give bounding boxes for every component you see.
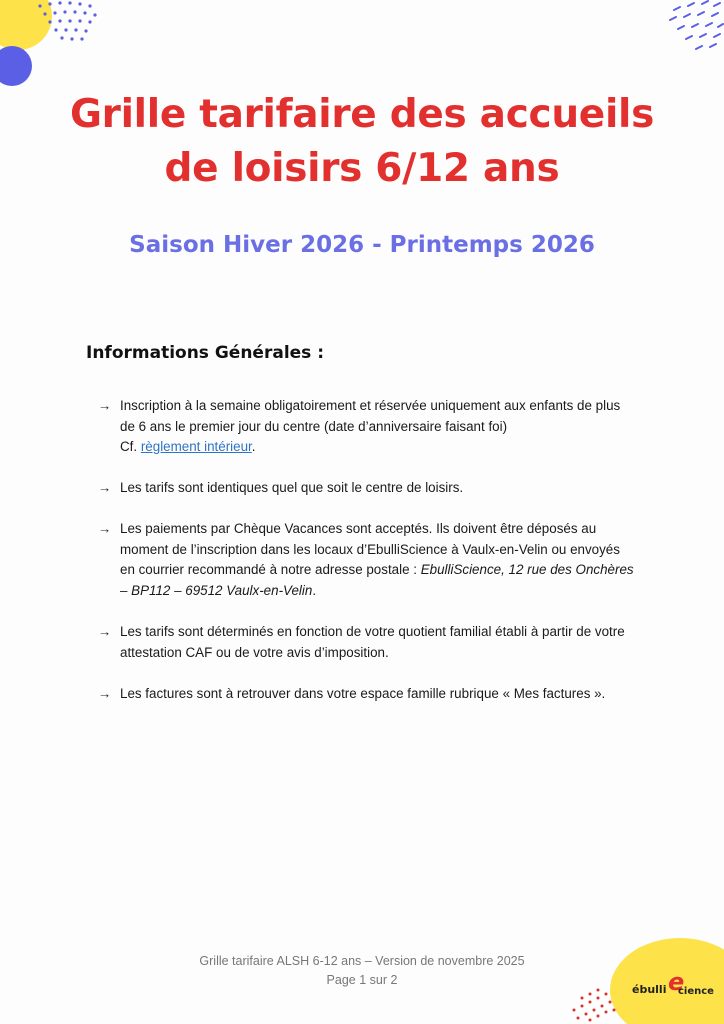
list-item: → Les tarifs sont déterminés en fonction de votre quotient familial établi à partir de votre attestation CAF ou de votre avis d’imposition. [98, 624, 625, 660]
list-item: → Inscription à la semaine obligatoirement et réservée uniquement aux enfants de plus de 6 ans le premier jour du centre (date d’anniversaire faisant foi) Cf. règlement intérieur. [98, 398, 621, 454]
footer-version: Grille tarifaire ALSH 6-12 ans – Version de novembre 2025 [199, 954, 525, 968]
top-right-decoration [660, 0, 724, 60]
top-left-decoration [0, 0, 110, 90]
arrow-right-icon: → [98, 398, 112, 413]
arrow-right-icon: → [98, 479, 112, 495]
ebulliscience-logo [630, 970, 724, 1010]
title-line-1: Grille tarifaire des accueils [69, 92, 655, 137]
logo-mark: e [668, 968, 685, 996]
reglement-link[interactable]: règlement intérieur [140, 439, 252, 454]
postal-address: EbulliScience, 12 rue des Onchères – BP112 – 69512 Vaulx-en-Velin [120, 562, 634, 598]
page-subtitle: Saison Hiver 2026 - Printemps 2026 [129, 232, 595, 258]
section-title: Informations Générales : [86, 343, 325, 363]
footer-page-number: Page 1 sur 2 [326, 973, 398, 987]
arrow-right-icon: → [98, 686, 112, 701]
logo-text-start: ébulli [632, 983, 667, 996]
arrow-right-icon: → [98, 521, 112, 536]
page-title [0, 88, 724, 196]
list-item: → Les factures sont à retrouver dans votre espace famille rubrique « Mes factures ». [98, 684, 638, 705]
logo-text-end: cience [678, 986, 714, 997]
info-list [98, 396, 638, 705]
arrow-right-icon: → [98, 624, 112, 639]
title-line-2: de loisirs 6/12 ans [164, 146, 560, 191]
list-item: → Les tarifs sont identiques quel que soit le centre de loisirs. [98, 478, 638, 499]
list-item: → Les paiements par Chèque Vacances sont acceptés. Ils doivent être déposés au moment de l’inscription dans les locaux d’EbulliScience à Vaulx-en-Velin ou envoyés en courrier recommandé à notre adresse postale : EbulliScience, 12 rue des Onchères – BP112 – 69512 Vaulx-en-Velin. [98, 521, 634, 598]
